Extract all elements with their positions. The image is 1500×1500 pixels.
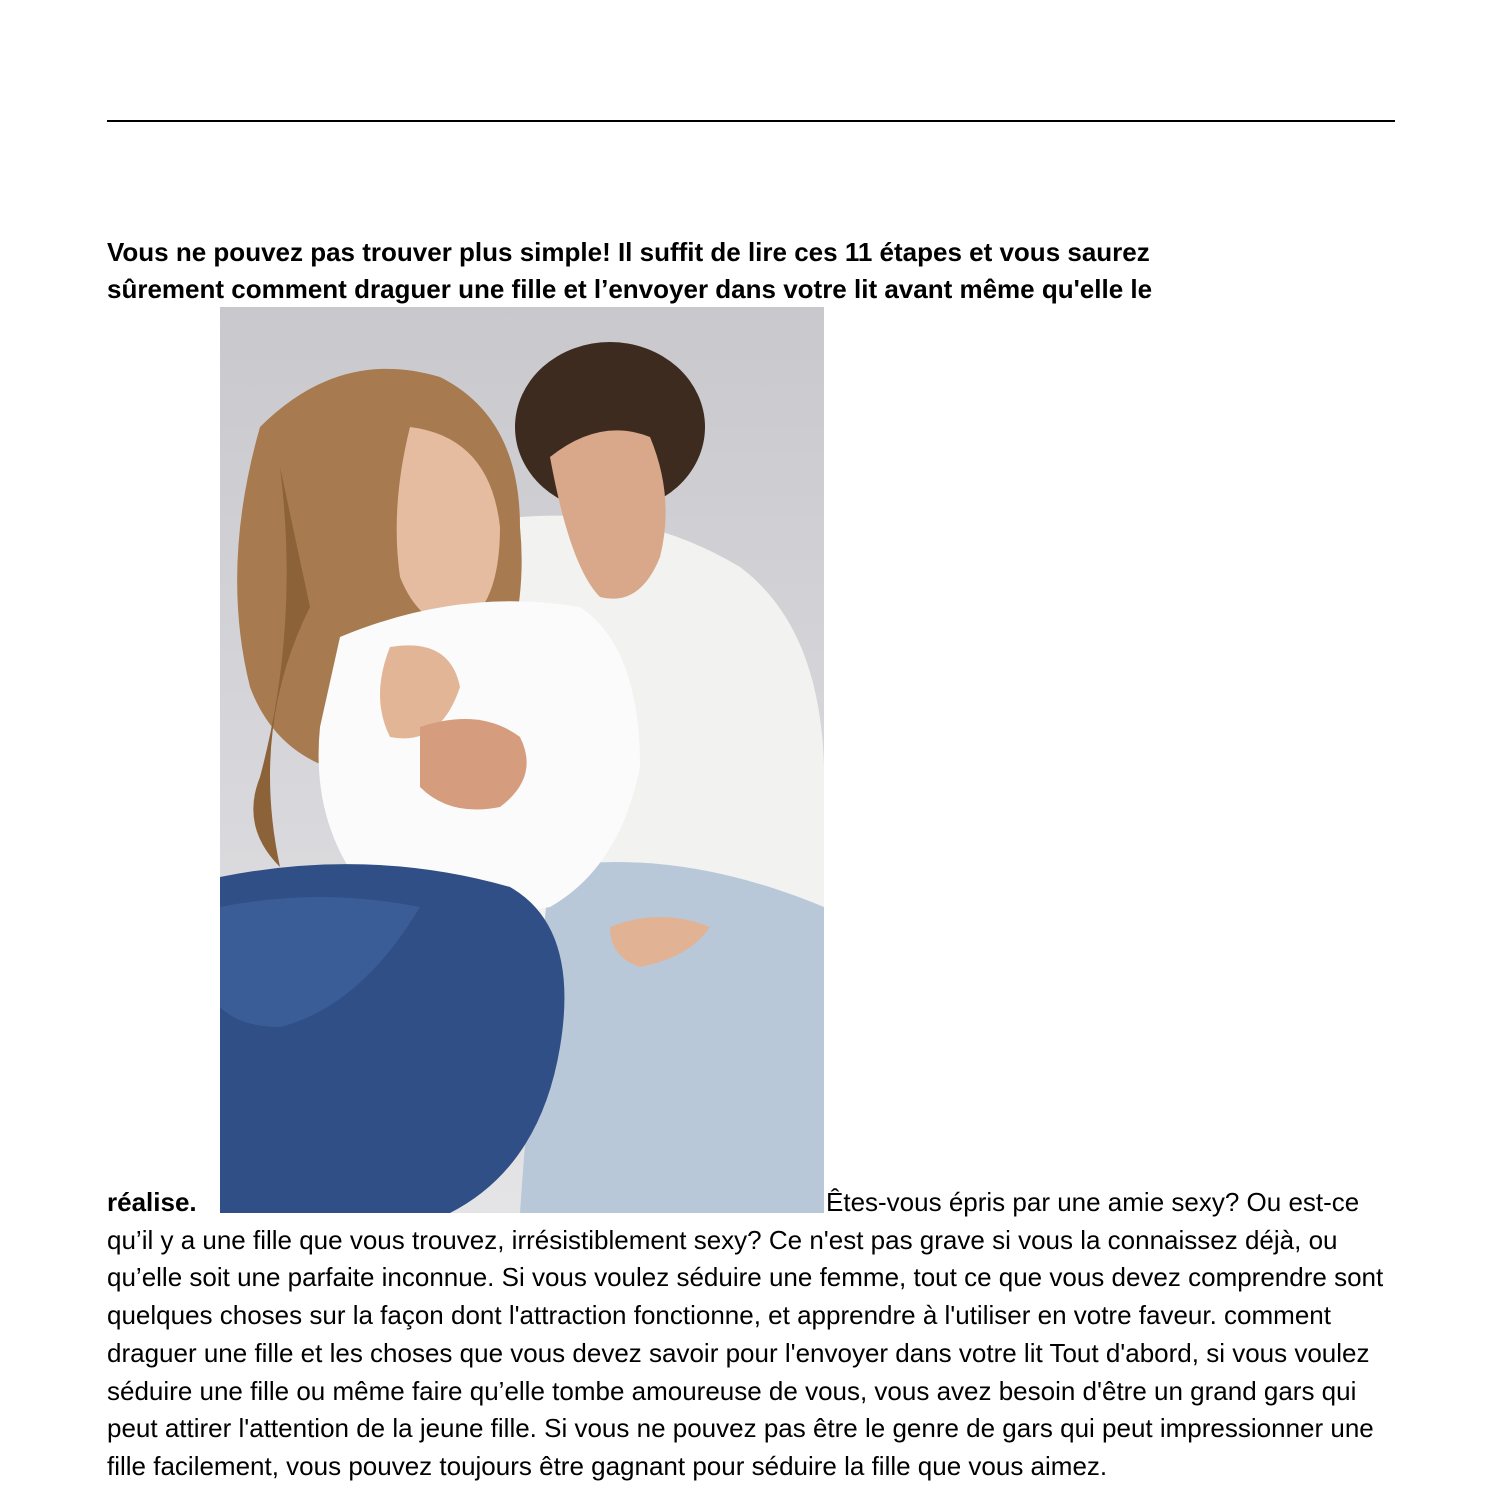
intro-last-word: réalise. — [107, 1187, 197, 1217]
couple-photo-icon — [220, 307, 824, 1213]
intro-line-1: Vous ne pouvez pas trouver plus simple! Il suffit de lire ces 11 étapes et vous saurez — [107, 237, 1150, 267]
intro-paragraph — [107, 234, 1397, 308]
intro-line-2: sûrement comment draguer une fille et l’envoyer dans votre lit avant même qu'elle le — [107, 274, 1153, 304]
header-rule — [107, 120, 1395, 122]
body-text: Êtes-vous épris par une amie sexy? Ou est-ce qu’il y a une fille que vous trouvez, irrésistiblement sexy? Ce n'est pas grave si vous la connaissez déjà, ou qu’elle soit une parfaite inconnue. Si vous voulez séduire une femme, tout ce que vous devez comprendre sont quelques choses sur la façon dont l'attraction fonctionne, et apprendre à l'utiliser en votre faveur. comment draguer une fille et les choses que vous devez savoir pour l'envoyer dans votre lit Tout d'abord, si vous voulez séduire une fille ou même faire qu’elle tombe amoureuse de vous, vous avez besoin d'être un grand gars qui peut attirer l'attention de la jeune fille. Si vous ne pouvez pas être le genre de gars qui peut impressionner une fille facilement, vous pouvez toujours être gagnant pour séduire la fille que vous aimez. — [107, 1187, 1384, 1481]
couple-photo — [220, 307, 824, 1213]
body-paragraph — [107, 1184, 1397, 1486]
